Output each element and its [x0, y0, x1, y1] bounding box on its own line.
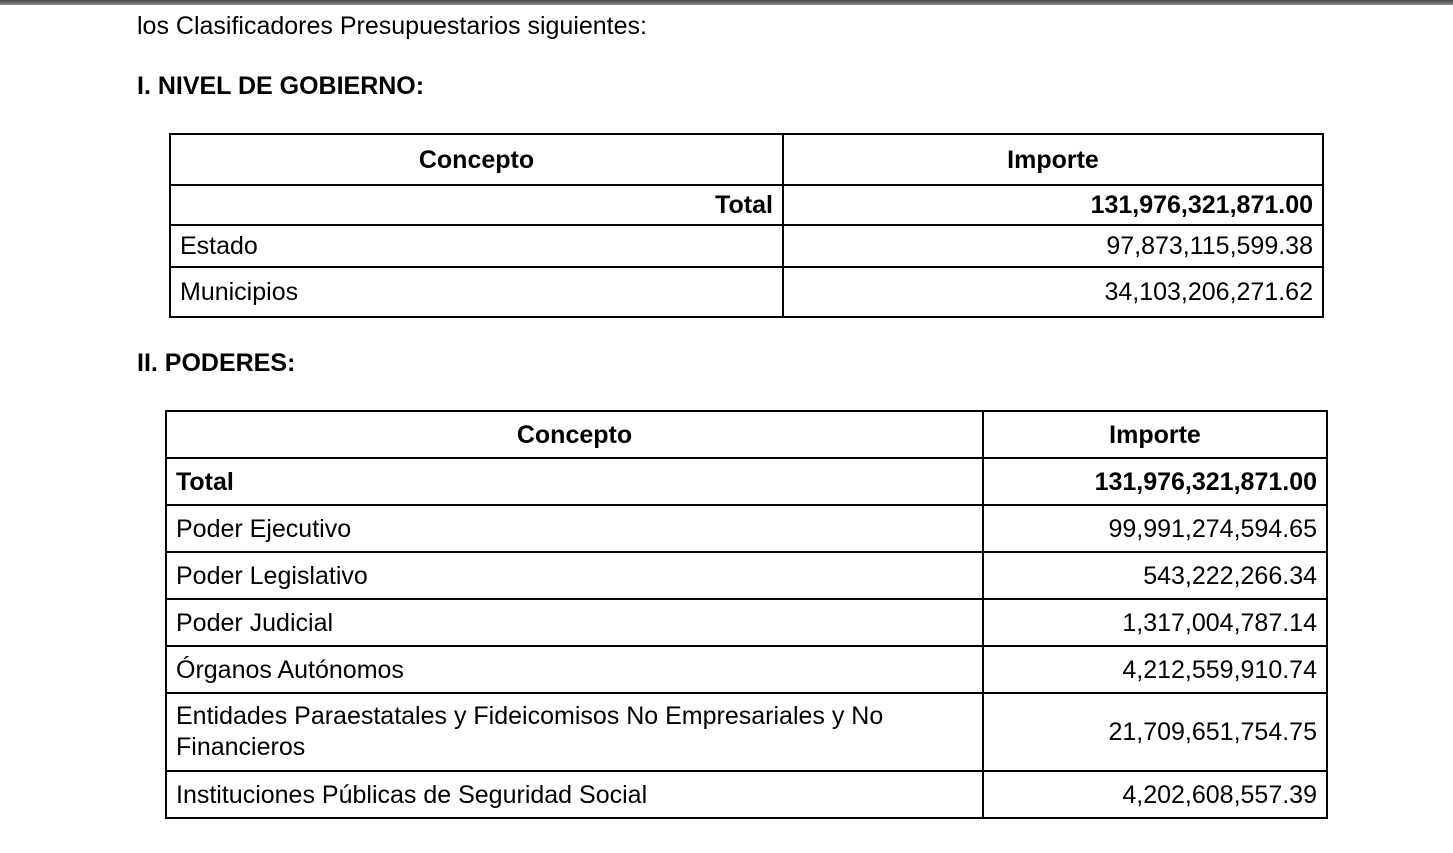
row-concepto: Instituciones Públicas de Seguridad Social [166, 771, 983, 818]
row-concepto: Poder Judicial [166, 599, 983, 646]
total-label: Total [166, 458, 983, 505]
total-label: Total [170, 185, 783, 225]
table-total-row [170, 185, 1323, 225]
table-row [166, 646, 1327, 693]
row-concepto: Órganos Autónomos [166, 646, 983, 693]
intro-paragraph: los Clasificadores Presupuestarios siguientes: [137, 12, 647, 40]
section-heading-poderes: II. PODERES: [137, 349, 296, 377]
table-header-row [170, 134, 1323, 185]
row-importe: 34,103,206,271.62 [783, 267, 1323, 317]
table-row [170, 267, 1323, 317]
row-concepto: Poder Legislativo [166, 552, 983, 599]
row-concepto: Municipios [170, 267, 783, 317]
window-top-edge [0, 0, 1453, 5]
table-poderes [165, 410, 1328, 819]
row-importe: 21,709,651,754.75 [983, 693, 1327, 771]
table-row [166, 552, 1327, 599]
table-row [170, 225, 1323, 267]
row-importe: 1,317,004,787.14 [983, 599, 1327, 646]
table-row [166, 771, 1327, 818]
table-row [166, 599, 1327, 646]
table-row [166, 505, 1327, 552]
table-row [166, 693, 1327, 771]
column-header-importe: Importe [983, 411, 1327, 458]
row-importe: 543,222,266.34 [983, 552, 1327, 599]
row-concepto: Entidades Paraestatales y Fideicomisos No Empresariales y No Financieros [166, 693, 983, 771]
table-header-row [166, 411, 1327, 458]
column-header-importe: Importe [783, 134, 1323, 185]
total-value: 131,976,321,871.00 [983, 458, 1327, 505]
table-nivel-gobierno [169, 133, 1324, 318]
row-concepto: Poder Ejecutivo [166, 505, 983, 552]
total-value: 131,976,321,871.00 [783, 185, 1323, 225]
row-importe: 4,202,608,557.39 [983, 771, 1327, 818]
row-importe: 97,873,115,599.38 [783, 225, 1323, 267]
row-importe: 4,212,559,910.74 [983, 646, 1327, 693]
section-heading-nivel-gobierno: I. NIVEL DE GOBIERNO: [137, 72, 425, 100]
row-concepto: Estado [170, 225, 783, 267]
column-header-concepto: Concepto [170, 134, 783, 185]
row-importe: 99,991,274,594.65 [983, 505, 1327, 552]
table-total-row [166, 458, 1327, 505]
column-header-concepto: Concepto [166, 411, 983, 458]
